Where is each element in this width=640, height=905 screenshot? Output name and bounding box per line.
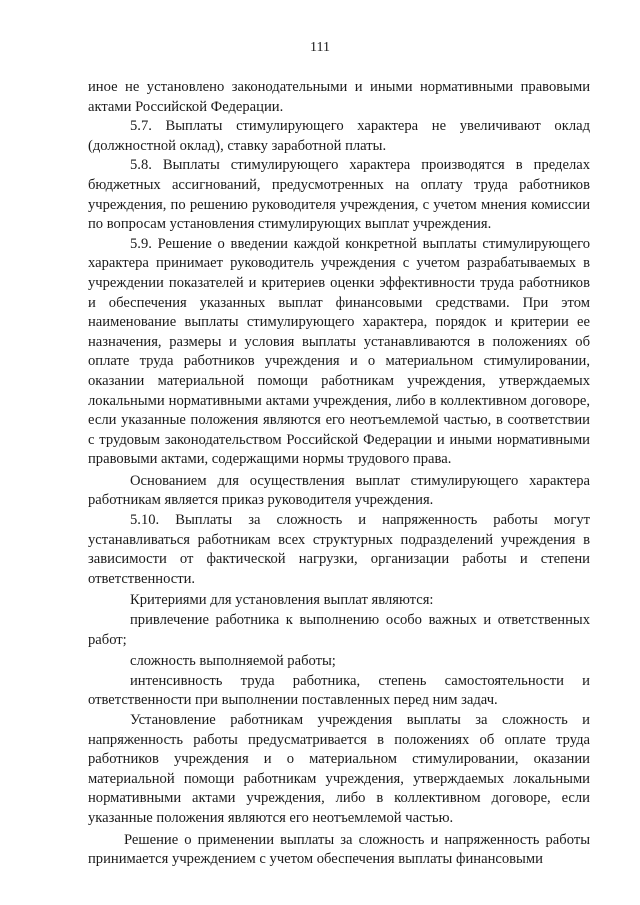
criteria-item-complexity: сложность выполняемой работы; [130,653,336,670]
paragraph-decision: Решение о применении выплаты за сложность и напряженность работы принимается учреждением с учетом обеспечения выплаты финансовыми [88,831,590,868]
document-body [88,78,590,870]
paragraph-5-7: 5.7. Выплаты стимулирующего характера не увеличивают оклад (должностной оклад), ставку заработной платы. [88,118,590,154]
paragraph-5-10: 5.10. Выплаты за сложность и напряженность работы могут устанавливаться работникам всех структурных подразделений учреждения в зависимости от фактической нагрузки, организации работы и степени ответственности. [88,512,590,587]
criteria-item-intensity: интенсивность труда работника, степень самостоятельности и ответственности при выполнении поставленных перед ним задач. [88,672,590,709]
paragraph-5-8: 5.8. Выплаты стимулирующего характера производятся в пределах бюджетных ассигнований, предусмотренных на оплату труда работников учреждения, по решению руководителя учреждения, с учетом мнения комиссии по вопросам установления стимулирующих выплат учреждения. [88,157,590,233]
paragraph-5-9: 5.9. Решение о введении каждой конкретной выплаты стимулирующего характера принимает руководитель учреждения с учетом разрабатываемых в учреждении показателей и критериев оценки эффективности труда работников и обеспечения указанных выплат финансовыми средствами. При этом наименование выплаты стимулирующего характера, порядок и критерии ее назначения, размеры и условия выплаты устанавливаются в положениях об оплате труда работников учреждения и о материальном стимулировании, оказании материальной помощи работникам учреждения, утверждаемых локальными нормативными актами учреждения, либо в коллективном договоре, если указанные положения являются его неотъемлемой частью, в соответствии с трудовым законодательством Российской Федерации и иными нормативными правовыми актами, содержащими нормы трудового права. [88,235,590,468]
paragraph-continuation: иное не установлено законодательными и иными нормативными правовыми актами Российской Федерации. [88,79,590,115]
paragraph-basis: Основанием для осуществления выплат стимулирующего характера работникам является приказ руководителя учреждения. [88,472,590,509]
page-number: 111 [310,40,330,55]
criteria-item-important-works: привлечение работника к выполнению особо важных и ответственных работ; [88,612,590,648]
paragraph-criteria-heading: Критериями для установления выплат являются: [130,592,434,609]
paragraph-establishment: Установление работникам учреждения выплаты за сложность и напряженность работы предусматривается в положениях об оплате труда работников учреждения и о материальном стимулировании, оказании материальной помощи работникам учреждения, утверждаемых локальными нормативными актами учреждения, либо в коллективном договоре, если указанные положения являются его неотъемлемой частью. [88,712,590,826]
